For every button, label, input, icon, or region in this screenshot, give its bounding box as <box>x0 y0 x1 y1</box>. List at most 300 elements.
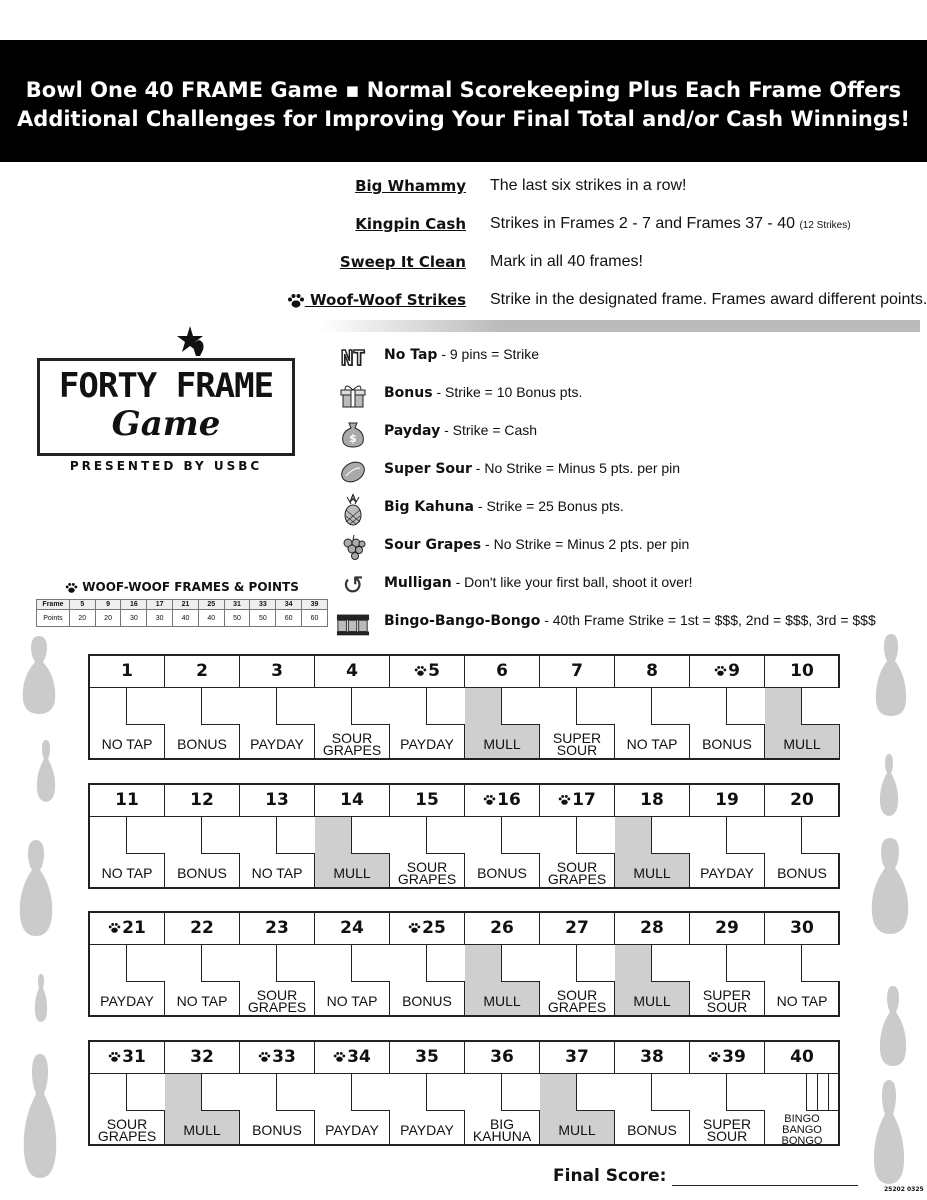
ball-box[interactable] <box>576 817 615 854</box>
frame-score-area[interactable] <box>90 817 164 887</box>
logo-script: Game <box>111 404 221 444</box>
frame-number-text: 4 <box>346 661 358 681</box>
frame-type-label <box>390 738 464 750</box>
legend-super-sour <box>336 454 926 488</box>
rule-desc-text: The last six strikes in a row! <box>490 177 687 194</box>
bowling-pin-icon <box>34 974 48 1022</box>
frame-score-area[interactable] <box>765 1074 839 1147</box>
frame-type-label-line: NO TAP <box>626 736 678 752</box>
frame-type-label-line: SUPER <box>702 1116 752 1132</box>
rule-name-text: Woof-Woof Strikes <box>310 291 466 309</box>
frame-number <box>165 913 239 945</box>
frame-number <box>390 656 464 688</box>
frame-38 <box>615 1042 690 1144</box>
final-score-label: Final Score: <box>553 1166 667 1186</box>
frame-number <box>765 656 839 688</box>
frame-number-text: 17 <box>572 790 596 810</box>
rule-name: Big Whammy <box>355 177 466 195</box>
frame-type-label <box>165 738 239 750</box>
woof-points-cell: 40 <box>198 610 224 627</box>
bowling-pin-icon <box>20 636 58 714</box>
frame-8 <box>615 656 690 758</box>
frame-number-text: 24 <box>340 918 364 938</box>
bowling-pin-icon <box>878 986 908 1066</box>
woof-frame-cell: 25 <box>198 600 224 610</box>
frame-number-text: 13 <box>265 790 289 810</box>
frame-type-label-line: BONUS <box>177 736 227 752</box>
frame-type-label-line: MULL <box>483 993 521 1009</box>
frame-type-label-line: SUPER <box>552 730 602 746</box>
ball-box[interactable] <box>726 945 765 982</box>
woof-frame-cell: 16 <box>121 600 147 610</box>
frame-type-label-line: NO TAP <box>326 993 378 1009</box>
frame-number <box>390 785 464 817</box>
woof-points-cell: 20 <box>69 610 95 627</box>
frame-type-label-line: SOUR <box>256 987 298 1003</box>
frame-number-text: 38 <box>640 1047 664 1067</box>
frame-type-label <box>615 995 689 1007</box>
bowling-pin-icon <box>18 840 54 936</box>
banner-line-2: Additional Challenges for Improving Your Final Total and/or Cash Winnings! <box>17 107 910 131</box>
ball-box[interactable] <box>351 945 390 982</box>
ball-box[interactable] <box>201 817 240 854</box>
frame-type-label-line: BONUS <box>777 865 827 881</box>
frame-score-area[interactable] <box>165 945 239 1015</box>
frame-number <box>540 785 614 817</box>
frame-type-label <box>615 738 689 750</box>
frame-score-area[interactable] <box>690 817 764 887</box>
frame-score-area[interactable] <box>240 817 314 887</box>
ball-box[interactable] <box>201 1074 240 1111</box>
frame-type-label <box>165 1124 239 1136</box>
legend-desc: - No Strike = Minus 5 pts. per pin <box>471 460 681 476</box>
frame-number <box>540 1042 614 1074</box>
frame-number-text: 20 <box>790 790 814 810</box>
paw-icon <box>333 1051 346 1063</box>
frame-type-label-line: MULL <box>483 736 521 752</box>
frame-type-label <box>690 738 764 750</box>
ball-box[interactable] <box>426 817 465 854</box>
frame-type-label-line: KAHUNA <box>472 1128 532 1144</box>
frame-type-label-line: BANGO <box>782 1124 822 1136</box>
frame-3 <box>240 656 315 758</box>
frame-score-area[interactable] <box>765 817 839 887</box>
frame-type-label-line: SOUR <box>556 742 598 758</box>
ball-box[interactable] <box>576 688 615 725</box>
pineapple-icon <box>336 496 370 524</box>
frame-score-area[interactable] <box>540 817 614 887</box>
legend-desc: - Strike = 25 Bonus pts. <box>474 498 624 514</box>
legend-name: Mulligan <box>384 575 452 591</box>
frame-36 <box>465 1042 540 1144</box>
frame-number <box>390 913 464 945</box>
frame-score-area[interactable] <box>765 688 839 758</box>
frame-type-label-line: PAYDAY <box>250 736 304 752</box>
legend-name: Sour Grapes <box>384 537 482 553</box>
grapes-icon <box>336 534 370 562</box>
ball-box[interactable] <box>576 1074 615 1111</box>
ball-box[interactable] <box>801 688 840 725</box>
frame-score-area[interactable] <box>690 688 764 758</box>
bingo-machine-icon <box>336 610 370 638</box>
frame-type-label-line: MULL <box>183 1122 221 1138</box>
ball-box[interactable] <box>126 945 165 982</box>
frame-type-label <box>465 867 539 879</box>
frame-score-area[interactable] <box>90 688 164 758</box>
rule-desc-note: (12 Strikes) <box>799 220 851 231</box>
frame-6 <box>465 656 540 758</box>
ball-box[interactable] <box>276 945 315 982</box>
frame-number-text: 27 <box>565 918 589 938</box>
bowling-pin-icon <box>874 634 908 716</box>
frame-type-label-line: BONUS <box>702 736 752 752</box>
ball-box[interactable] <box>126 1074 165 1111</box>
frame-score-area[interactable] <box>390 945 464 1015</box>
ball-box[interactable] <box>426 688 465 725</box>
ball-box[interactable] <box>351 817 390 854</box>
frame-number-text: 5 <box>428 661 440 681</box>
frame-score-area[interactable] <box>540 688 614 758</box>
frame-score-area[interactable] <box>615 817 689 887</box>
rule-desc <box>490 212 851 238</box>
frame-number <box>165 656 239 688</box>
frame-16 <box>465 785 540 887</box>
frame-type-label <box>90 1118 164 1142</box>
ball-box[interactable] <box>501 945 540 982</box>
frame-number-text: 19 <box>715 790 739 810</box>
frame-type-label <box>165 995 239 1007</box>
frame-score-area[interactable] <box>165 688 239 758</box>
legend-text <box>384 574 693 591</box>
frame-number-text: 34 <box>347 1047 371 1067</box>
frame-type-label-line: MULL <box>558 1122 596 1138</box>
frame-number-text: 26 <box>490 918 514 938</box>
frame-number <box>615 1042 689 1074</box>
woof-points-row <box>37 610 328 627</box>
frame-score-area[interactable] <box>240 1074 314 1144</box>
frame-type-label-line: NO TAP <box>251 865 303 881</box>
frame-type-label <box>90 867 164 879</box>
rule-desc-text: Strike in the designated frame. Frames award different points. <box>490 291 927 308</box>
frame-type-label-line: NO TAP <box>776 993 828 1009</box>
score-row-1 <box>88 654 840 760</box>
frame-32 <box>165 1042 240 1144</box>
frame-type-label <box>615 867 689 879</box>
frame-type-label <box>390 861 464 885</box>
paw-icon <box>287 293 305 309</box>
frame-1 <box>90 656 165 758</box>
ball-box[interactable] <box>276 688 315 725</box>
frame-type-label <box>90 995 164 1007</box>
ball-box[interactable] <box>576 945 615 982</box>
frame-17 <box>540 785 615 887</box>
ball-box[interactable] <box>426 1074 465 1111</box>
paw-icon <box>708 1051 721 1063</box>
frame-11 <box>90 785 165 887</box>
frame-score-area[interactable] <box>465 945 539 1015</box>
frame-score-area[interactable] <box>315 1074 389 1144</box>
woof-frame-cell: 21 <box>173 600 199 610</box>
ball-box[interactable] <box>201 945 240 982</box>
frame-type-label <box>690 989 764 1013</box>
ball-box[interactable] <box>726 688 765 725</box>
woof-row-label: Frame <box>37 600 70 610</box>
ball-box[interactable] <box>651 1074 690 1111</box>
ball-box[interactable] <box>651 817 690 854</box>
frame-score-area[interactable] <box>390 688 464 758</box>
lemon-icon <box>336 458 370 486</box>
bowling-pin-icon <box>872 1080 906 1184</box>
frame-score-area[interactable] <box>765 945 839 1015</box>
no-tap-glyph: NT <box>340 346 366 370</box>
frame-number-text: 21 <box>122 918 146 938</box>
frame-number-text: 25 <box>422 918 446 938</box>
frame-30 <box>765 913 840 1015</box>
bowling-pin-icon <box>36 740 56 802</box>
ball-box[interactable] <box>501 817 540 854</box>
legend-no-tap <box>336 340 926 374</box>
frame-score-area[interactable] <box>690 1074 764 1144</box>
ball-box[interactable] <box>501 1074 540 1111</box>
ball-box[interactable] <box>126 688 165 725</box>
frame-number <box>465 785 539 817</box>
ball-box[interactable] <box>801 945 840 982</box>
frame-type-label <box>690 1118 764 1142</box>
frame-type-label-line: NO TAP <box>176 993 228 1009</box>
frame-number <box>165 1042 239 1074</box>
ball-box[interactable] <box>126 817 165 854</box>
rule-name: Sweep It Clean <box>339 253 466 271</box>
frame-type-label-line: BONUS <box>402 993 452 1009</box>
frame-type-label-line: BONUS <box>627 1122 677 1138</box>
frame-21 <box>90 913 165 1015</box>
frame-type-label <box>615 1124 689 1136</box>
ball-box[interactable] <box>726 817 765 854</box>
legend-text <box>384 422 537 439</box>
frame-type-label <box>90 738 164 750</box>
frame-27 <box>540 913 615 1015</box>
paw-icon <box>258 1051 271 1063</box>
header-banner <box>0 40 927 162</box>
star-pin-icon <box>175 322 209 362</box>
frame-score-area[interactable] <box>240 945 314 1015</box>
frame-number-text: 16 <box>497 790 521 810</box>
frame-score-area[interactable] <box>315 688 389 758</box>
frame-number <box>315 785 389 817</box>
ball-box[interactable] <box>276 1074 315 1111</box>
frame-35 <box>390 1042 465 1144</box>
ball-box[interactable] <box>726 1074 765 1111</box>
undo-arrow-glyph: ↺ <box>342 571 364 601</box>
frame-number <box>765 1042 839 1074</box>
logo-title: FORTY FRAME <box>58 366 274 406</box>
legend-text <box>384 346 539 363</box>
frame-type-label <box>240 738 314 750</box>
legend-desc: - Don't like your first ball, shoot it over! <box>451 574 693 590</box>
frame-number <box>615 913 689 945</box>
paw-icon <box>108 922 121 934</box>
frame-score-area[interactable] <box>615 688 689 758</box>
ball-box[interactable] <box>351 688 390 725</box>
woof-table <box>36 599 328 627</box>
frame-type-label-line: PAYDAY <box>400 736 454 752</box>
frame-type-label <box>540 1124 614 1136</box>
woof-table-title-text: WOOF-WOOF FRAMES & POINTS <box>82 580 299 594</box>
frame-34 <box>315 1042 390 1144</box>
legend-name: Bingo-Bango-Bongo <box>384 613 541 629</box>
frame-score-area[interactable] <box>240 688 314 758</box>
woof-frame-cell: 9 <box>95 600 121 610</box>
frame-score-area[interactable] <box>165 1074 239 1144</box>
ball-box[interactable] <box>651 945 690 982</box>
legend-text <box>384 460 680 477</box>
frame-number-text: 1 <box>121 661 133 681</box>
woof-frame-cell: 39 <box>302 600 328 610</box>
frame-score-area[interactable] <box>615 945 689 1015</box>
frame-number <box>165 785 239 817</box>
legend-name: Payday <box>384 423 441 439</box>
frame-number-text: 37 <box>565 1047 589 1067</box>
gift-icon <box>336 382 370 410</box>
ball-box[interactable] <box>651 688 690 725</box>
ball-box[interactable] <box>351 1074 390 1111</box>
woof-frame-cell: 5 <box>69 600 95 610</box>
ball-box[interactable] <box>276 817 315 854</box>
woof-points-cell: 60 <box>276 610 302 627</box>
bowling-pin-icon <box>870 838 910 934</box>
rule-name <box>287 288 466 312</box>
frame-score-area[interactable] <box>690 945 764 1015</box>
frame-15 <box>390 785 465 887</box>
legend-bingo-bango-bongo <box>336 606 926 640</box>
frame-number-text: 9 <box>728 661 740 681</box>
frame-number <box>90 1042 164 1074</box>
ball-box[interactable] <box>501 688 540 725</box>
frame-number <box>240 785 314 817</box>
frame-score-area[interactable] <box>540 1074 614 1144</box>
frame-type-label <box>390 995 464 1007</box>
frame-number-text: 22 <box>190 918 214 938</box>
frame-37 <box>540 1042 615 1144</box>
frame-25 <box>390 913 465 1015</box>
score-row-4 <box>88 1040 840 1146</box>
frame-number-text: 40 <box>790 1047 814 1067</box>
frame-score-area[interactable] <box>315 817 389 887</box>
ball-box[interactable] <box>426 945 465 982</box>
frame-score-area[interactable] <box>390 1074 464 1144</box>
bowling-pin-icon <box>878 754 900 816</box>
frame-type-label <box>765 867 839 879</box>
frame-type-label <box>240 989 314 1013</box>
score-row-3 <box>88 911 840 1017</box>
frame-type-label <box>465 995 539 1007</box>
rule-kingpin-cash <box>0 212 927 236</box>
legend-name: Super Sour <box>384 461 472 477</box>
legend-text <box>384 536 689 553</box>
ball-box[interactable] <box>801 817 840 854</box>
gradient-divider <box>320 320 920 332</box>
frame-score-area[interactable] <box>465 688 539 758</box>
frame-29 <box>690 913 765 1015</box>
frame-number-text: 28 <box>640 918 664 938</box>
frame-type-label <box>465 1118 539 1142</box>
frame-score-area[interactable] <box>540 945 614 1015</box>
frame-score-area[interactable] <box>390 817 464 887</box>
frame-2 <box>165 656 240 758</box>
frame-type-label-line: SOUR <box>706 1128 748 1144</box>
legend-desc: - 40th Frame Strike = 1st = $$$, 2nd = $$$, 3rd = $$$ <box>540 612 876 628</box>
bowling-pin-icon <box>22 1054 58 1178</box>
ball-box[interactable] <box>828 1074 840 1111</box>
frame-number <box>540 913 614 945</box>
frame-type-label <box>765 1114 839 1147</box>
frame-23 <box>240 913 315 1015</box>
score-row-2 <box>88 783 840 889</box>
frame-number <box>465 1042 539 1074</box>
legend-desc: - Strike = 10 Bonus pts. <box>432 384 583 400</box>
frame-22 <box>165 913 240 1015</box>
frame-type-label-line: SOUR <box>406 859 448 875</box>
frame-33 <box>240 1042 315 1144</box>
frame-10 <box>765 656 840 758</box>
frame-score-area[interactable] <box>615 1074 689 1144</box>
woof-frame-cell: 17 <box>147 600 173 610</box>
frame-type-label-line: SOUR <box>556 859 598 875</box>
rule-big-whammy <box>0 174 927 198</box>
frame-type-label <box>240 867 314 879</box>
paw-icon <box>558 794 571 806</box>
frame-score-area[interactable] <box>165 817 239 887</box>
final-score-field[interactable] <box>672 1167 858 1186</box>
ball-box[interactable] <box>201 688 240 725</box>
paw-icon <box>408 922 421 934</box>
frame-type-label-line: SOUR <box>331 730 373 746</box>
frame-score-area[interactable] <box>90 945 164 1015</box>
frame-number <box>765 913 839 945</box>
frame-number <box>690 656 764 688</box>
woof-row-label: Points <box>37 610 70 627</box>
logo-subtitle: PRESENTED BY USBC <box>69 459 263 473</box>
no-tap-icon <box>336 344 370 372</box>
rule-desc-text: Strikes in Frames 2 - 7 and Frames 37 - 40 <box>490 215 795 232</box>
frame-number-text: 39 <box>722 1047 746 1067</box>
woof-points-cell: 40 <box>173 610 199 627</box>
frame-number <box>465 656 539 688</box>
frame-type-label-line: MULL <box>783 736 821 752</box>
frame-7 <box>540 656 615 758</box>
frame-number-text: 35 <box>415 1047 439 1067</box>
frame-28 <box>615 913 690 1015</box>
rule-woof-woof-strikes <box>0 288 927 312</box>
frame-score-area[interactable] <box>90 1074 164 1144</box>
frame-number-text: 11 <box>115 790 139 810</box>
frame-score-area[interactable] <box>465 1074 539 1144</box>
frame-type-label-line: MULL <box>333 865 371 881</box>
legend-desc: - Strike = Cash <box>440 422 538 438</box>
legend-text <box>384 612 876 629</box>
frame-score-area[interactable] <box>315 945 389 1015</box>
frame-type-label-line: BONGO <box>781 1135 823 1147</box>
woof-woof-points-table <box>36 580 328 627</box>
frame-type-label <box>690 867 764 879</box>
rule-sweep-it-clean <box>0 250 927 274</box>
woof-points-cell: 50 <box>224 610 250 627</box>
frame-5 <box>390 656 465 758</box>
frame-number-text: 29 <box>715 918 739 938</box>
frame-score-area[interactable] <box>465 817 539 887</box>
frame-type-label-line: NO TAP <box>101 736 153 752</box>
frame-number <box>615 785 689 817</box>
